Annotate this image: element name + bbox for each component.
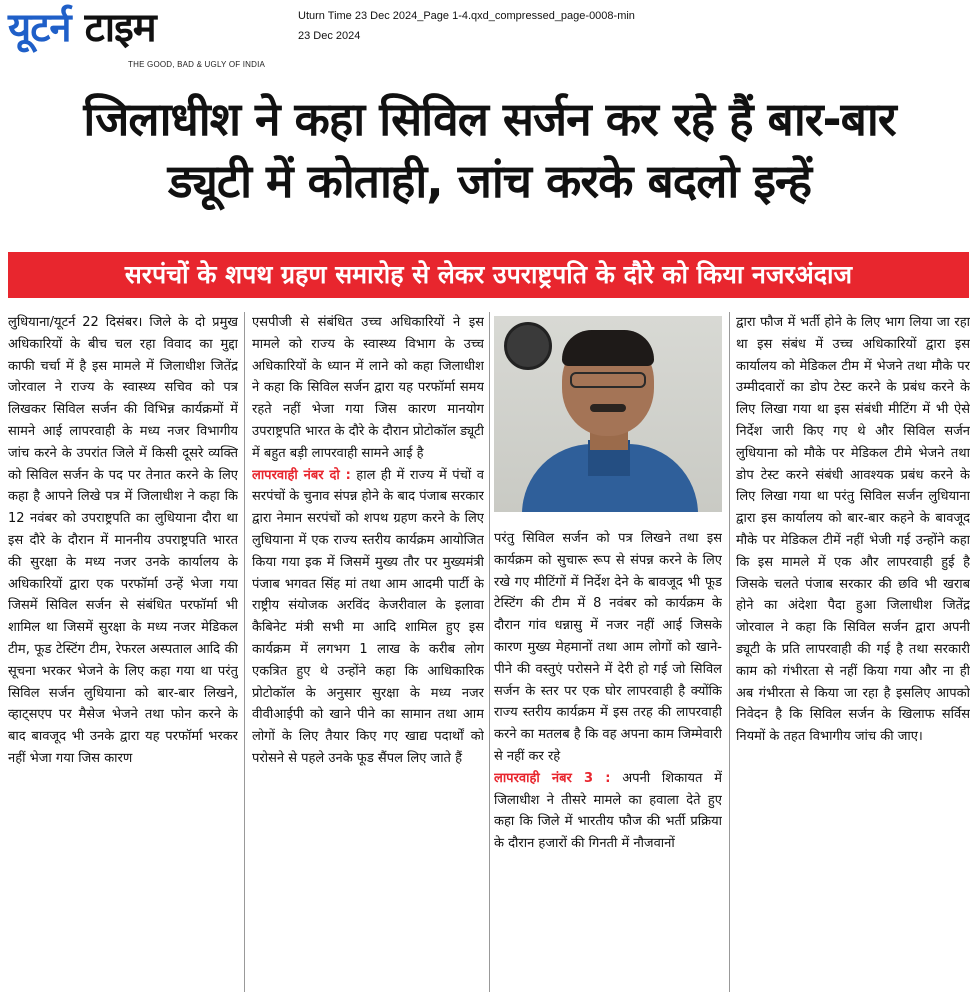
file-date: 23 Dec 2024 (298, 30, 361, 42)
column-2-paragraph-b (252, 465, 484, 770)
official-photo (494, 316, 722, 512)
file-meta (298, 6, 635, 46)
column-1-text: लुधियाना/यूटर्न 22 दिसंबर। जिले के दो प्रमुख अधिकारियों के बीच चल रहा विवाद का मुद्दा काफी चर्चा में है इस मामले में जिलाधीश जितेंद्र जोरवाल ने राज्य के स्वास्थ्य सचिव को पत्र लिखकर सिविल सर्जन की विभिन्न कार्यक्रमों में सामने आई लापरवाही के मध्य नजर विभागीय जांच करने के उपरांत जिले में किसी दूसरे व्यक्ति को सिविल सर्जन के पद पर तेनात करने के लिए कहा है आपने लिखे पत्र में जिलाधीश ने कहा कि 12 नवंबर को उपराष्ट्रपति का लुधियाना दौरा था इस दौरे के दौरान में माननीय उपराष्ट्रपति भारत की सुरक्षा के मध्य नजर उनके कार्यालय के अधिकारियों द्वारा एक परफॉर्मा उन्हें भेजा गया जिसमें सिविल सर्जन से संबंधित परफॉर्मा भी शामिल था जिसमें सुरक्षा के मध्य नजर मेडिकल टीम, फूड टेस्टिंग टीम, रेफरल अस्पताल आदि की सूचना भरकर भेजने के लिए कहा गया था परंतु सिविल सर्जन लुधियाना को बार-बार लिखने, व्हाट्सएप पर मैसेज भेजने तथा फोन करने के बाद बावजूद भी उनके द्वारा यह परफॉर्मा भरकर नहीं भेजा गया जिस कारण (8, 315, 238, 766)
newspaper-logo (8, 4, 293, 74)
logo-tagline: THE GOOD, BAD & UGLY OF INDIA (128, 60, 266, 69)
column-2-text-b: हाल ही में राज्य में पंचों व सरपंचों के चुनाव संपन्न होने के बाद पंजाब सरकार द्वारा नेमान सरपंचों को शपथ ग्रहण करने के लिए लुधियाना में एक राज्य स्तरीय कार्यक्रम आयोजित किया गया इक में जिसमें मुख्य तौर पर मुख्यमंत्री पंजाब भगवत सिंह मां तथा आम आदमी पार्टी के राष्ट्रीय संयोजक अरविंद केजरीवाल के इलावा कैबिनेट मंत्री सभी मा आदि शामिल हुए इस कार्यक्रम में लगभग 1 लाख के करीब लोग एकत्रित हुए थे उन्होंने कहा कि आधिकारिक प्रोटोकॉल के अनुसार सुरक्षा के मध्य नजर वीवीआईपी को खाने पीने का सामान तथा आम लोगों के लिए तैयार किए गए खाद्य पदार्थों को परोसने से पहले उनके फूड सैंपल लिए जाते हैं (252, 467, 484, 766)
headline (0, 88, 979, 212)
logo-wordmark (8, 4, 156, 52)
column-4-text: द्वारा फौज में भर्ती होने के लिए भाग लिया जा रहा था इस संबंध में उच्च अधिकारियों द्वारा इस कार्यालय को मेडिकल टीम में भेजने तथा मौके पर उम्मीदवारों का डोप टेस्ट करने के प्रबंध करने के लिए लिखा गया था इस संबंधी मीटिंग में भी ऐसे निर्देश जारी किए गए थे और सिविल सर्जन लुधियाना को मौके पर मेडिकल टीमे भेजने तथा डोप टेस्ट करने संबंधी आवश्यक प्रबंध करने के लिए लिखा गया था परंतु सिविल सर्जन लुधियाना द्वारा इस कार्यालय को बार-बार कहने के बावजूद मौके पर मेडिकल टीमें नहीं भेजी गई उन्होंने कहा कि इस मामले में एक और लापरवाही हुई है जिसके चलते पंजाब सरकार की छवि भी खराब होने का अंदेशा पैदा हुआ जिलाधीश जितेंद्र जोरवाल ने कहा कि सिविल सर्जन द्वारा अपनी ड्यूटी के प्रति लापरवाही की गई है तथा सरकारी काम को गंभीरता से नहीं किया गया और ना ही अब गंभीरता से किया जा रहा है इसलिए आपको निवेदन है कि सिविल सर्जन के खिलाफ सर्विस नियमों के तहत विभागीय जांच की जाए। (736, 315, 970, 745)
column-3-paragraph-b (494, 768, 722, 855)
article-column-3 (494, 528, 722, 997)
column-2-text-a: एसपीजी से संबंधित उच्च अधिकारियों ने इस मामले को राज्य के स्वास्थ्य विभाग के उच्च अधिकारियों के ध्यान में लाने को कहा जिलाधीश ने कहा कि सिविल सर्जन द्वारा यह परफॉर्मा समय रहते नहीं भेजा गया जिस कारण मानयोग उपराष्ट्रपति भारत के दौरे के दौरान प्रोटोकॉल ड्यूटी में बहुत बड़ी लापरवाही सामने आई है (252, 315, 484, 461)
logo-word-uturn: यूटर्न (8, 5, 71, 51)
column-divider (729, 312, 730, 992)
masthead (0, 0, 979, 80)
section-label-2: लापरवाही नंबर दो : (252, 467, 351, 483)
article-column-1 (8, 312, 238, 997)
photo-glasses (570, 372, 646, 388)
column-3-text-a: परंतु सिविल सर्जन को पत्र लिखने तथा इस कार्यक्रम को सुचारू रूप से संपन्न करने के लिए रखे गए मीटिंगों में निर्देश देने के बावजूद भी फूड टेस्टिंग की टीम में 8 नवंबर को कार्यक्रम के दौरान गांव धन्नासु में नजर नहीं आई जिसके कारण मुख्य मेहमानों तथा आम लोगों को खाने-पीने की वस्तुएं परोसने में देरी हो गई जो सिविल सर्जन के स्तर पर एक घोर लापरवाही है क्योंकि राज्य स्तरीय कार्यक्रम में इस तरह की लापरवाही करने का मतलब है कि वह अपना काम जिम्मेवारी से नहीं कर रहे (494, 531, 722, 764)
headline-line-1: जिलाधीश ने कहा सिविल सर्जन कर रहे हैं बार-बार (83, 92, 896, 146)
column-divider (489, 312, 490, 992)
subheadline-banner (8, 252, 969, 298)
subheadline: सरपंचों के शपथ ग्रहण समारोह से लेकर उपराष्ट्रपति के दौरे को किया नजरअंदाज (124, 260, 853, 289)
column-3-text-b: अपनी शिकायत में जिलाधीश ने तीसरे मामले का हवाला देते हुए कहा कि जिले में भारतीय फौज की भर्ती प्रक्रिया के दौरान हजारों की गिनती में नौजवानों (494, 770, 722, 852)
photo-hair (562, 330, 654, 366)
photo-mustache (590, 404, 626, 412)
column-divider (244, 312, 245, 992)
file-name: Uturn Time 23 Dec 2024_Page 1-4.qxd_compressed_page-0008-min (298, 10, 635, 22)
article-column-4 (736, 312, 970, 997)
headline-line-2: ड्यूटी में कोताही, जांच करके बदलो इन्हें (167, 154, 812, 208)
logo-word-time: टाइम (84, 5, 156, 51)
article-column-2 (252, 312, 484, 997)
wall-clock-icon (504, 322, 552, 370)
section-label-3: लापरवाही नंबर 3 : (494, 770, 611, 786)
